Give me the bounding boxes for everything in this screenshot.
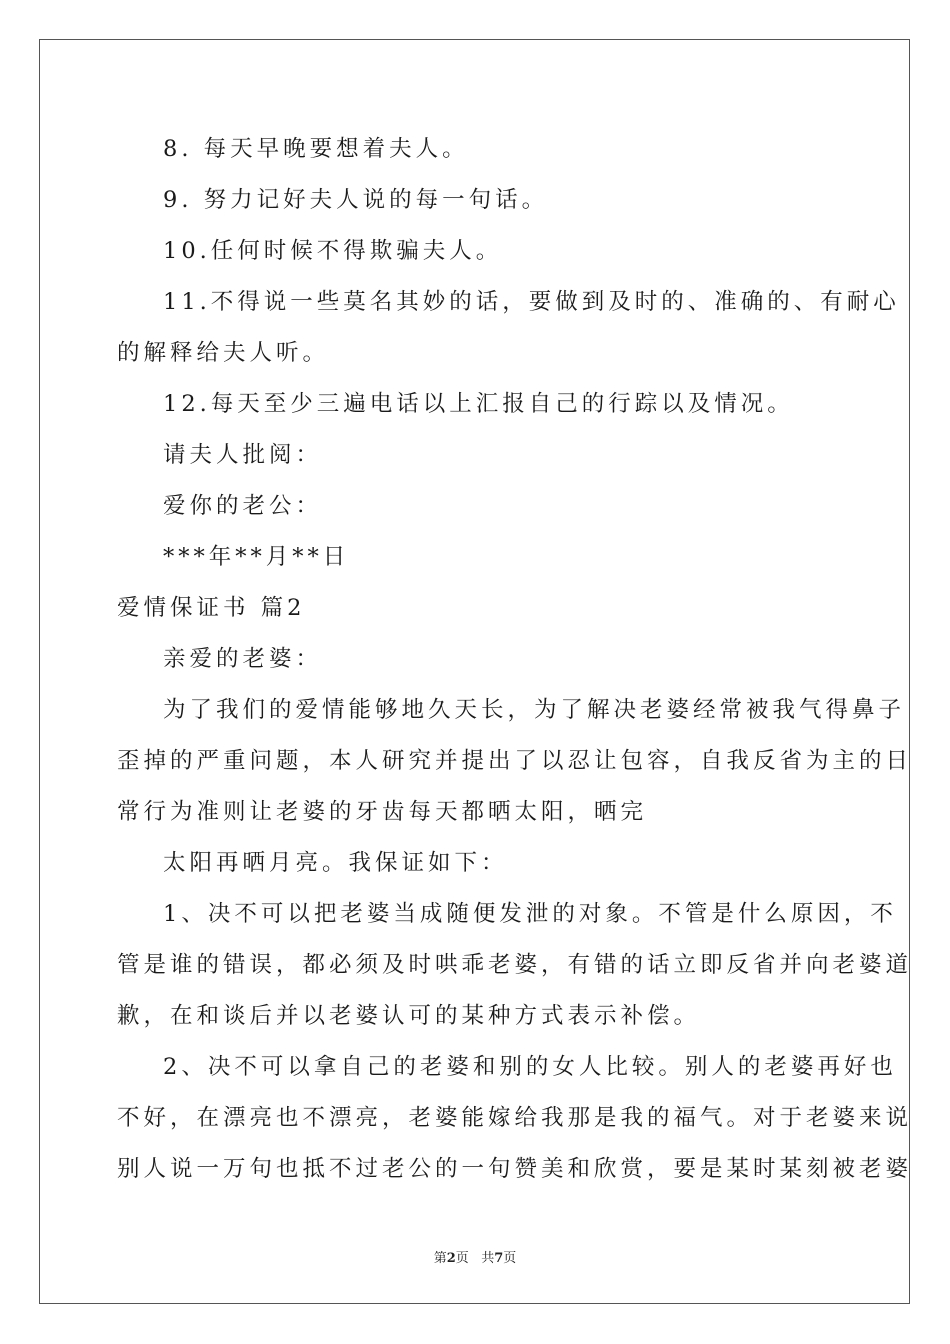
text-line: 1、决不可以把老婆当成随便发泄的对象。不管是什么原因，不 — [163, 901, 897, 927]
text-line: 11.不得说一些莫名其妙的话，要做到及时的、准确的、有耐心 — [163, 289, 900, 315]
text-line: 不好，在漂亮也不漂亮，老婆能嫁给我那是我的福气。对于老婆来说 — [117, 1105, 913, 1131]
page-footer — [0, 1247, 950, 1266]
footer-page-prefix: 第 — [433, 1251, 447, 1266]
text-line: 管是谁的错误，都必须及时哄乖老婆，有错的话立即反省并向老婆道 — [117, 952, 913, 978]
text-line: 歉，在和谈后并以老婆认可的某种方式表示补偿。 — [117, 1003, 701, 1029]
text-line: 8. 每天早晚要想着夫人。 — [163, 136, 469, 162]
text-line: 的解释给夫人听。 — [117, 340, 330, 366]
text-line: 亲爱的老婆： — [163, 646, 323, 672]
text-line: 别人说一万句也抵不过老公的一句赞美和欣赏，要是某时某刻被老婆 — [117, 1156, 913, 1182]
footer-page-suffix: 页 — [503, 1251, 517, 1266]
text-line: 歪掉的严重问题，本人研究并提出了以忍让包容，自我反省为主的日 — [117, 748, 913, 774]
footer-page-total: 7 — [494, 1251, 504, 1266]
date-line: ***年**月**日 — [163, 544, 350, 570]
text-line: 请夫人批阅： — [163, 442, 323, 468]
text-line: 12.每天至少三遍电话以上汇报自己的行踪以及情况。 — [163, 391, 794, 417]
text-line: 为了我们的爱情能够地久天长，为了解决老婆经常被我气得鼻子 — [163, 697, 906, 723]
text-line: 爱你的老公： — [163, 493, 323, 519]
footer-page-current: 2 — [446, 1251, 456, 1266]
section-heading: 爱情保证书 篇2 — [117, 595, 306, 621]
text-line: 10.任何时候不得欺骗夫人。 — [163, 238, 503, 264]
text-line: 常行为准则让老婆的牙齿每天都晒太阳，晒完 — [117, 799, 648, 825]
text-line: 9. 努力记好夫人说的每一句话。 — [163, 187, 549, 213]
footer-page-mid: 页 共 — [455, 1251, 495, 1266]
text-line: 2、决不可以拿自己的老婆和别的女人比较。别人的老婆再好也 — [163, 1054, 897, 1080]
text-line: 太阳再晒月亮。我保证如下： — [163, 850, 508, 876]
